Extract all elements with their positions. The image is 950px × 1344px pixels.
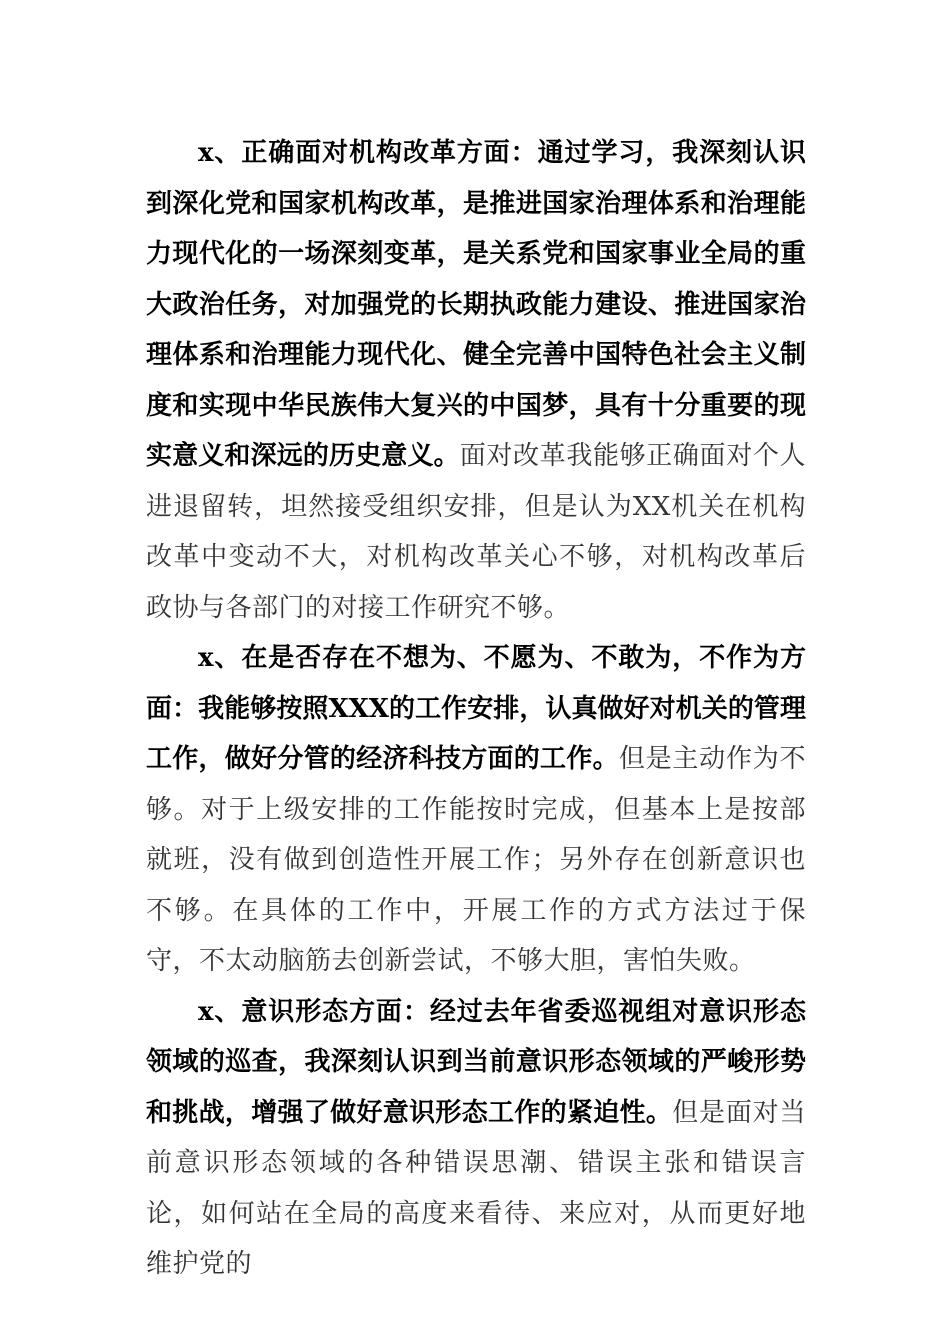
paragraph-institutional-reform (146, 128, 806, 633)
paragraph-bold-text: x、在是否存在不想为、不愿为、不敢为，不作为方面：我能够按照XXX的工作安排，认真做好对机关的管理工作，做好分管的经济科技方面的工作。 (146, 643, 806, 774)
paragraph-normal-text: 但是面对当前意识形态领域的各种错误思潮、错误主张和错误言论，如何站在全局的高度来看待、来应对，从而更好地维护党的 (146, 1097, 806, 1279)
paragraph-inaction (146, 633, 806, 987)
document-page (146, 128, 806, 1290)
paragraph-ideology (146, 987, 806, 1290)
paragraph-bold-text: x、正确面对机构改革方面：通过学习，我深刻认识到深化党和国家机构改革，是推进国家治理体系和治理能力现代化的一场深刻变革，是关系党和国家事业全局的重大政治任务，对加强党的长期执政能力建设、推进国家治理体系和治理能力现代化、健全完善中国特色社会主义制度和实现中华民族伟大复兴的中国梦，具有十分重要的现实意义和深远的历史意义。 (146, 138, 806, 471)
paragraph-normal-text: 但是主动作为不够。对于上级安排的工作能按时完成，但基本上是按部就班，没有做到创造性开展工作；另外存在创新意识也不够。在具体的工作中，开展工作的方式方法过于保守，不太动脑筋去创新尝试，不够大胆，害怕失败。 (146, 744, 806, 976)
paragraph-bold-text: x、意识形态方面：经过去年省委巡视组对意识形态领域的巡查，我深刻认识到当前意识形态领域的严峻形势和挑战，增强了做好意识形态工作的紧迫性。 (146, 996, 806, 1128)
paragraph-normal-text: 面对改革我能够正确面对个人进退留转，坦然接受组织安排，但是认为XX机关在机构改革中变动不大，对机构改革关心不够，对机构改革后政协与各部门的对接工作研究不够。 (146, 441, 806, 623)
